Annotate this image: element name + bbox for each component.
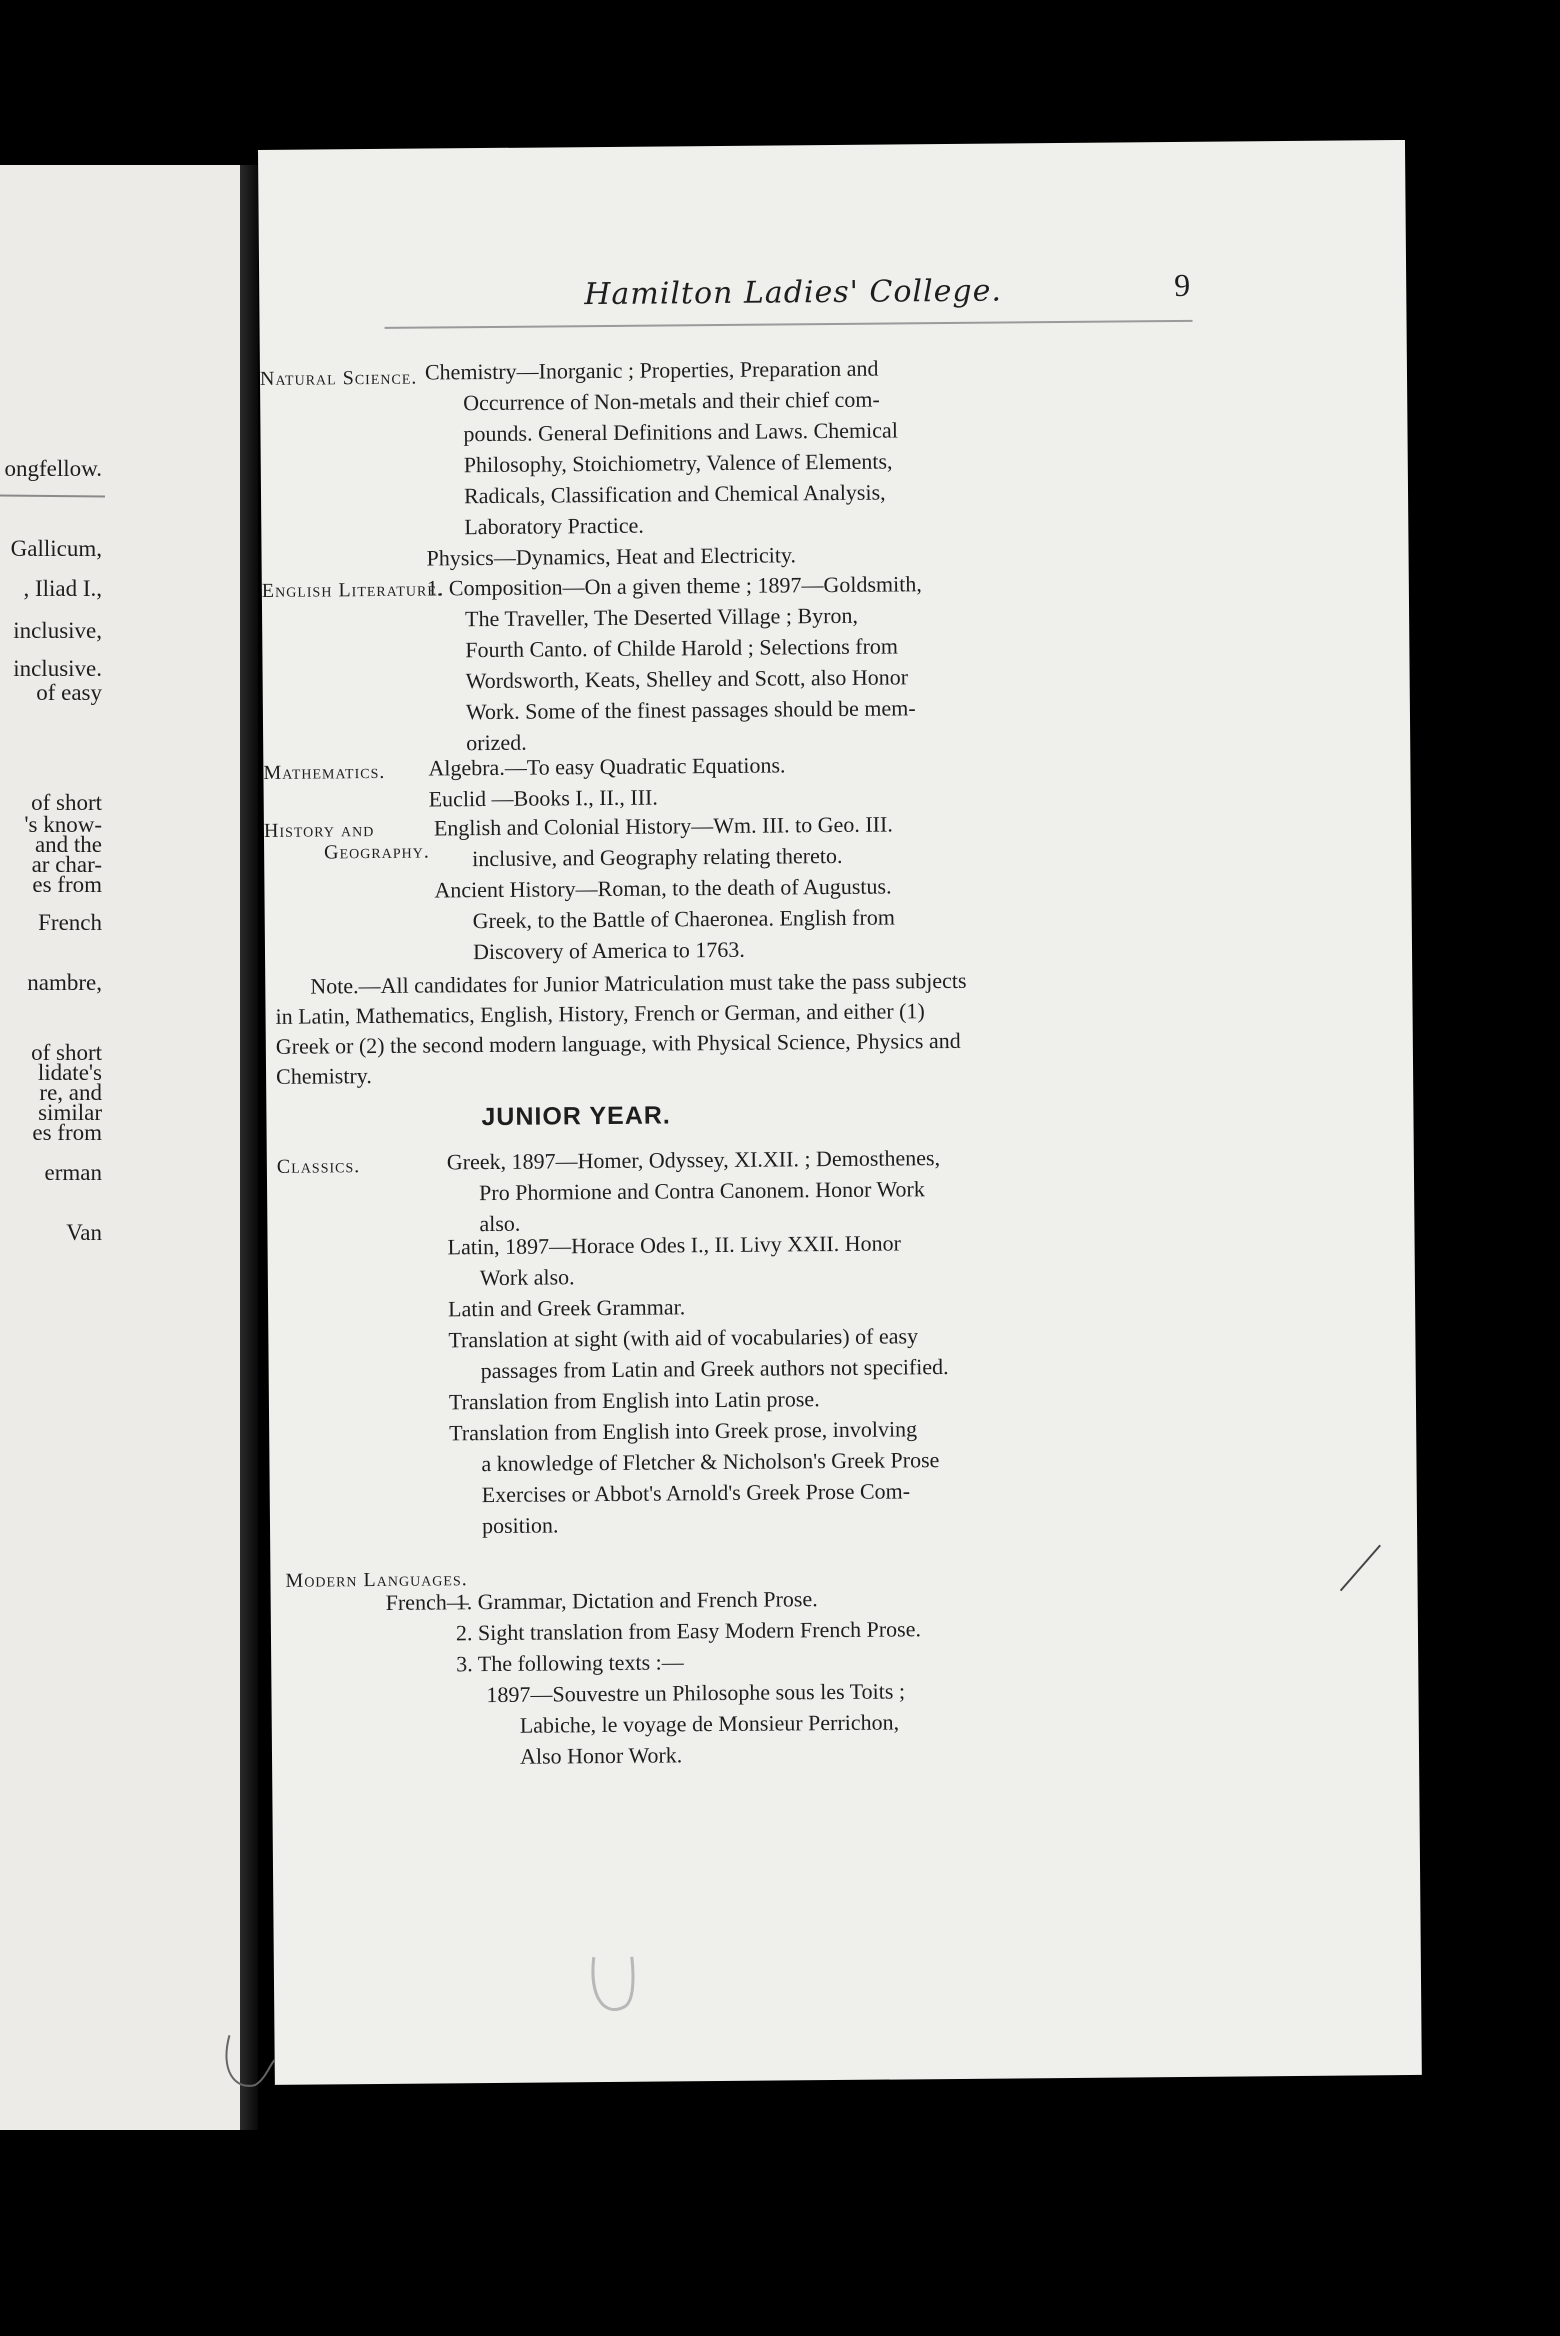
french-line: 2. Sight translation from Easy Modern French Prose. (455, 1616, 922, 1646)
history-line: inclusive, and Geography relating thereto. (472, 842, 843, 872)
chemistry-line: Chemistry—Inorganic ; Properties, Preparation and (424, 355, 879, 385)
classics-line: a knowledge of Fletcher & Nicholson's Greek Prose (481, 1447, 940, 1477)
classics-line: passages from Latin and Greek authors not specified. (480, 1354, 949, 1384)
classics-line: Greek, 1897—Homer, Odyssey, XI.XII. ; Demosthenes, (446, 1145, 941, 1175)
left-fragment: of short (31, 790, 102, 815)
classics-line: Latin, 1897—Horace Odes I., II. Livy XXII. Honor (447, 1230, 901, 1260)
left-fragment: inclusive, (13, 618, 102, 643)
note-line: in Latin, Mathematics, English, History, French or German, and either (1) (275, 998, 925, 1029)
pencil-mark (1330, 1540, 1391, 1601)
left-fragment: of short (31, 1040, 102, 1065)
classics-line: Exercises or Abbot's Arnold's Greek Prose Com- (481, 1478, 911, 1508)
page-number: 9 (1174, 266, 1191, 304)
history-line: English and Colonial History—Wm. III. to Geo. III. (433, 811, 893, 841)
left-fragment: inclusive. (13, 656, 102, 681)
physics-line: Physics—Dynamics, Heat and Electricity. (426, 542, 797, 571)
right-page (258, 140, 1422, 2085)
left-page-rule (0, 494, 105, 497)
section-label-natural-science: Natural Science. (259, 366, 418, 390)
left-fragment: 's know- (24, 812, 102, 837)
note-line: Chemistry. (275, 1063, 372, 1089)
french-line: Labiche, le voyage de Monsieur Perrichon, (519, 1709, 900, 1738)
page-title: Hamilton Ladies' College. (584, 273, 1003, 313)
french-line: 3. The following texts :— (456, 1649, 684, 1677)
classics-line: position. (481, 1512, 559, 1539)
history-line: Discovery of America to 1763. (472, 936, 745, 965)
french-line: 1. Grammar, Dictation and French Prose. (455, 1586, 818, 1615)
left-fragment: es from (32, 872, 102, 897)
left-fragment: and the (34, 832, 102, 857)
english-line: orized. (466, 729, 527, 756)
section-label-english-literature: English Literature. (261, 578, 443, 602)
classics-line: also. (479, 1210, 521, 1237)
header-rule (385, 320, 1193, 329)
left-fragment: erman (44, 1160, 102, 1185)
section-label-geography: Geography. (324, 840, 430, 864)
classics-line: Pro Phormione and Contra Canonem. Honor Work (478, 1176, 925, 1206)
section-label-history: History and (263, 819, 375, 842)
chemistry-line: pounds. General Definitions and Laws. Chemical (463, 417, 898, 447)
chemistry-line: Occurrence of Non-metals and their chief com- (463, 386, 880, 416)
pencil-mark (574, 1947, 655, 2028)
french-label: French— (385, 1589, 469, 1615)
classics-line: Translation at sight (with aid of vocabularies) of easy (448, 1323, 919, 1353)
chemistry-line: Philosophy, Stoichiometry, Valence of Elements, (463, 448, 893, 478)
history-line: Ancient History—Roman, to the death of Augustus. (434, 873, 892, 903)
french-line: Also Honor Work. (519, 1742, 683, 1769)
left-fragment: re, and (39, 1080, 102, 1105)
chemistry-line: Laboratory Practice. (464, 512, 644, 540)
classics-line: Translation from English into Greek prose, involving (449, 1416, 918, 1446)
classics-line: Translation from English into Latin prose. (448, 1386, 820, 1415)
note-line: Note.—All candidates for Junior Matriculation must take the pass subjects (310, 967, 967, 999)
page-gutter (240, 165, 258, 2130)
left-fragment: French (38, 910, 102, 935)
left-fragment: of easy (36, 680, 102, 705)
classics-line: Work also. (479, 1264, 575, 1291)
euclid-line: Euclid —Books I., II., III. (428, 784, 658, 812)
chemistry-line: Radicals, Classification and Chemical Analysis, (463, 479, 886, 509)
left-fragment: Gallicum, (10, 536, 102, 561)
english-line: Work. Some of the finest passages should be mem- (465, 695, 916, 725)
left-fragment: similar (38, 1100, 102, 1125)
classics-line: Latin and Greek Grammar. (448, 1294, 686, 1322)
algebra-line: Algebra.—To easy Quadratic Equations. (428, 752, 786, 781)
left-fragment: Van (66, 1220, 102, 1245)
section-label-mathematics: Mathematics. (263, 760, 386, 784)
note-line: Greek or (2) the second modern language, with Physical Science, Physics and (275, 1027, 961, 1059)
english-line: The Traveller, The Deserted Village ; Byron, (464, 602, 859, 632)
english-line: Fourth Canto. of Childe Harold ; Selections from (465, 633, 899, 663)
french-line: 1897—Souvestre un Philosophe sous les Toits ; (486, 1678, 906, 1708)
section-label-modern-languages: Modern Languages. (285, 1568, 468, 1592)
junior-year-heading: JUNIOR YEAR. (481, 1101, 671, 1132)
left-fragment: es from (32, 1120, 102, 1145)
english-line: 1. Composition—On a given theme ; 1897—Goldsmith, (426, 571, 922, 601)
left-fragment: lidate's (37, 1060, 102, 1085)
left-fragment: ongfellow. (4, 456, 102, 481)
section-label-classics: Classics. (276, 1155, 361, 1178)
english-line: Wordsworth, Keats, Shelley and Scott, also Honor (465, 664, 909, 694)
history-line: Greek, to the Battle of Chaeronea. English from (472, 904, 895, 934)
left-fragment: nambre, (27, 970, 102, 995)
pencil-mark (214, 2030, 295, 2111)
left-fragment: ar char- (31, 852, 102, 877)
left-fragment: , Iliad I., (23, 576, 102, 601)
